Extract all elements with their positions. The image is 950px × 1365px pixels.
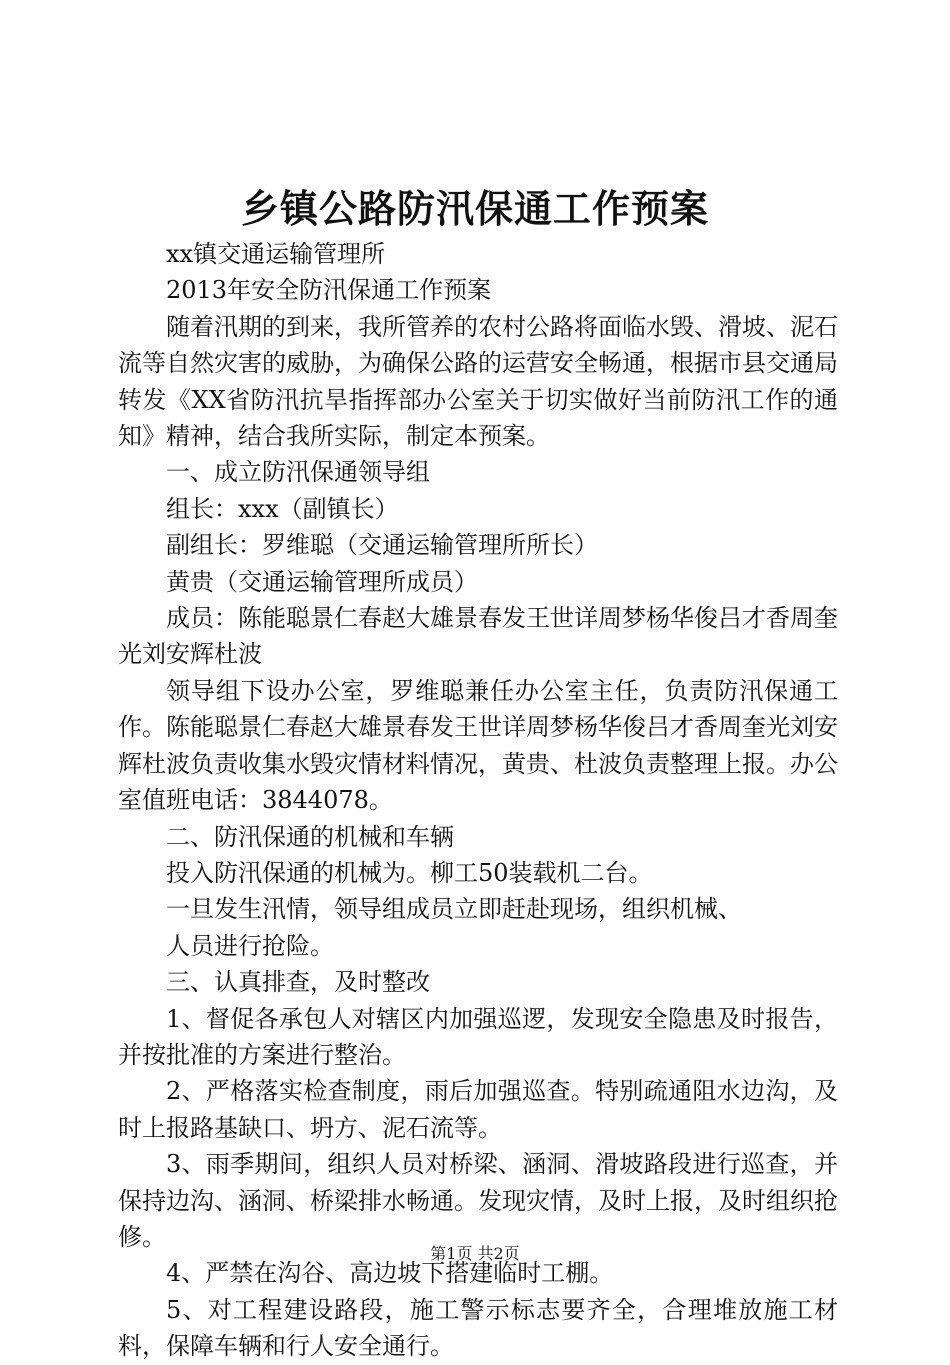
paragraph-office: 领导组下设办公室，罗维聪兼任办公室主任，负责防汛保通工作。陈能聪景仁春赵大雄景春发王世详周梦杨华俊吕才香周奎光刘安辉杜波负责收集水毁灾情材料情况，黄贵、杜波负责整理上报。办公室值班电话：3844078。 — [118, 676, 838, 815]
section-heading-1: 一、成立防汛保通领导组 — [166, 458, 430, 487]
paragraph-machinery: 投入防汛保通的机械为。柳工50装载机二台。 — [166, 858, 653, 887]
paragraph-item-5: 5、对工程建设路段，施工警示标志要齐全，合理堆放施工材料，保障车辆和行人安全通行。 — [118, 1295, 838, 1361]
section-heading-2: 二、防汛保通的机械和车辆 — [166, 822, 454, 851]
document-title: 乡镇公路防汛保通工作预案 — [240, 186, 709, 231]
paragraph-plan-name: 2013年安全防汛保通工作预案 — [166, 276, 492, 305]
document-body — [118, 236, 838, 1365]
paragraph-members: 成员：陈能聪景仁春赵大雄景春发王世详周梦杨华俊吕才香周奎光刘安辉杜波 — [118, 604, 838, 669]
section-heading-3: 三、认真排查，及时整改 — [166, 968, 430, 997]
page-footer: 第1页 共2页 — [430, 1244, 520, 1263]
paragraph-deputy-leader: 副组长：罗维聪（交通运输管理所所长） — [166, 531, 598, 560]
paragraph-deputy-leader-2: 黄贵（交通运输管理所成员） — [166, 567, 478, 596]
paragraph-leader: 组长：xxx（副镇长） — [166, 494, 399, 523]
paragraph-item-2: 2、严格落实检查制度，雨后加强巡查。特别疏通阻水边沟，及时上报路基缺口、坍方、泥石流等。 — [118, 1077, 838, 1142]
paragraph-item-3: 3、雨季期间，组织人员对桥梁、涵洞、滑坡路段进行巡查，并保持边沟、涵洞、桥梁排水畅通。发现灾情，及时上报，及时组织抢修。 — [118, 1150, 838, 1251]
paragraph-item-4: 4、严禁在沟谷、高边坡下搭建临时工棚。 — [166, 1259, 614, 1288]
paragraph-emergency: 一旦发生汛情，领导组成员立即赶赴现场，组织机械、 — [166, 895, 742, 924]
paragraph-emergency-cont: 人员进行抢险。 — [166, 931, 334, 960]
paragraph-intro: 随着汛期的到来，我所管养的农村公路将面临水毁、滑坡、泥石流等自然灾害的威胁，为确保公路的运营安全畅通，根据市县交通局转发《XX省防汛抗旱指挥部办公室关于切实做好当前防汛工作的通知》精神，结合我所实际，制定本预案。 — [118, 312, 838, 451]
paragraph-org-name: xx镇交通运输管理所 — [166, 240, 386, 268]
paragraph-item-1: 1、督促各承包人对辖区内加强巡逻，发现安全隐患及时报告，并按批准的方案进行整治。 — [118, 1004, 838, 1069]
